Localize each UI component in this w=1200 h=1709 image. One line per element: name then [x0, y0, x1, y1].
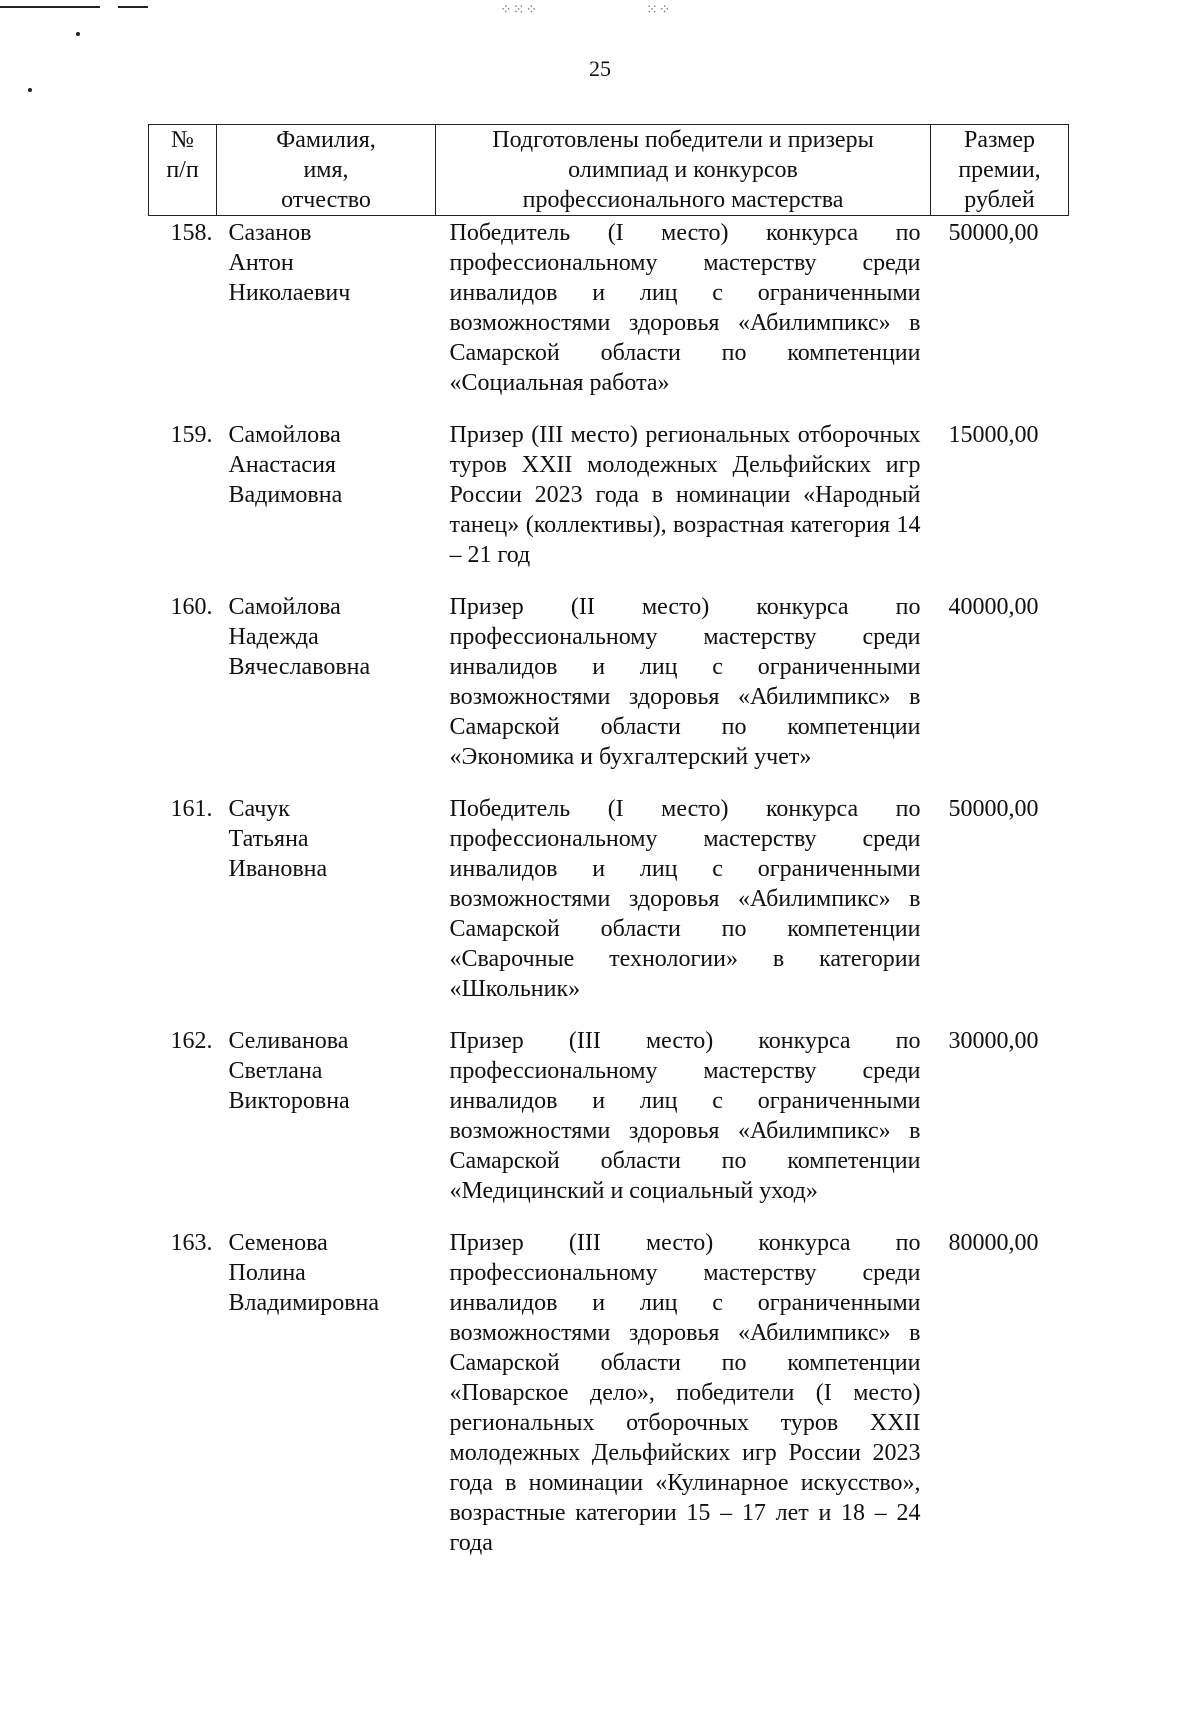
row-description: Призер (II место) конкурса по профессиональному мастерству среди инвалидов и лиц с ограниченными возможностями здоровья «Абилимпикс» в Самарской области по компетенции «Экономика и бухгалтерский учет» [449, 594, 921, 770]
row-full-name: Самойлова Анастасия Вадимовна [228, 422, 343, 508]
row-number: 159. [170, 422, 213, 448]
row-description: Призер (III место) конкурса по профессиональному мастерству среди инвалидов и лиц с ограниченными возможностями здоровья «Абилимпикс» в Самарской области по компетенции «Медицинский и социальный уход» [449, 1028, 921, 1204]
table-row [149, 794, 1069, 1026]
row-full-name: Сазанов Антон Николаевич [228, 220, 351, 306]
row-amount: 50000,00 [948, 220, 1039, 246]
table-header [149, 125, 1069, 216]
row-description: Призер (III место) региональных отборочных туров XXII молодежных Дельфийских игр России 2023 года в номинации «Народный танец» (коллективы), возрастная категория 14 – 21 год [449, 422, 921, 568]
row-full-name: Самойлова Надежда Вячеславовна [228, 594, 371, 680]
header-amount: Размер премии, рублей [931, 125, 1069, 216]
scan-artifact-dot [76, 32, 80, 36]
page-number: 25 [589, 56, 611, 81]
row-description: Призер (III место) конкурса по профессиональному мастерству среди инвалидов и лиц с ограниченными возможностями здоровья «Абилимпикс» в Самарской области по компетенции «Поварское дело», победители (I место) региональных отборочных туров XXII молодежных Дельфийских игр России 2023 года в номинации «Кулинарное искусство», возрастные категории 15 – 17 лет и 18 – 24 года [449, 1230, 921, 1556]
row-amount: 15000,00 [948, 422, 1039, 448]
scan-artifact-line [0, 6, 100, 8]
scan-artifact-dot [28, 88, 32, 92]
row-amount: 30000,00 [948, 1028, 1039, 1054]
table-row [149, 216, 1069, 421]
table-row [149, 420, 1069, 592]
scan-artifact-smudge: ⁙⁘ [646, 3, 672, 18]
scan-artifact-smudge: ⁘⁙⁘ [500, 3, 539, 18]
scan-artifact-line [118, 6, 148, 8]
row-number: 160. [170, 594, 213, 620]
row-description: Победитель (I место) конкурса по профессиональному мастерству среди инвалидов и лиц с ограниченными возможностями здоровья «Абилимпикс» в Самарской области по компетенции «Сварочные технологии» в категории «Школьник» [449, 796, 921, 1002]
header-full-name: Фамилия, имя, отчество [217, 125, 436, 216]
row-full-name: Селиванова Светлана Викторовна [228, 1028, 350, 1114]
row-amount: 80000,00 [948, 1230, 1039, 1256]
table-row [149, 1228, 1069, 1580]
awards-table [148, 124, 1069, 1580]
header-description: Подготовлены победители и призеры олимпиад и конкурсов профессионального мастерства [436, 125, 931, 216]
row-full-name: Семенова Полина Владимировна [228, 1230, 380, 1316]
table-row [149, 1026, 1069, 1228]
row-full-name: Сачук Татьяна Ивановна [228, 796, 328, 882]
row-number: 163. [170, 1230, 213, 1256]
table-row [149, 592, 1069, 794]
row-amount: 40000,00 [948, 594, 1039, 620]
row-amount: 50000,00 [948, 796, 1039, 822]
header-number: № п/п [149, 125, 217, 216]
row-number: 161. [170, 796, 213, 822]
row-number: 162. [170, 1028, 213, 1054]
row-description: Победитель (I место) конкурса по профессиональному мастерству среди инвалидов и лиц с ограниченными возможностями здоровья «Абилимпикс» в Самарской области по компетенции «Социальная работа» [449, 220, 921, 396]
row-number: 158. [170, 220, 213, 246]
